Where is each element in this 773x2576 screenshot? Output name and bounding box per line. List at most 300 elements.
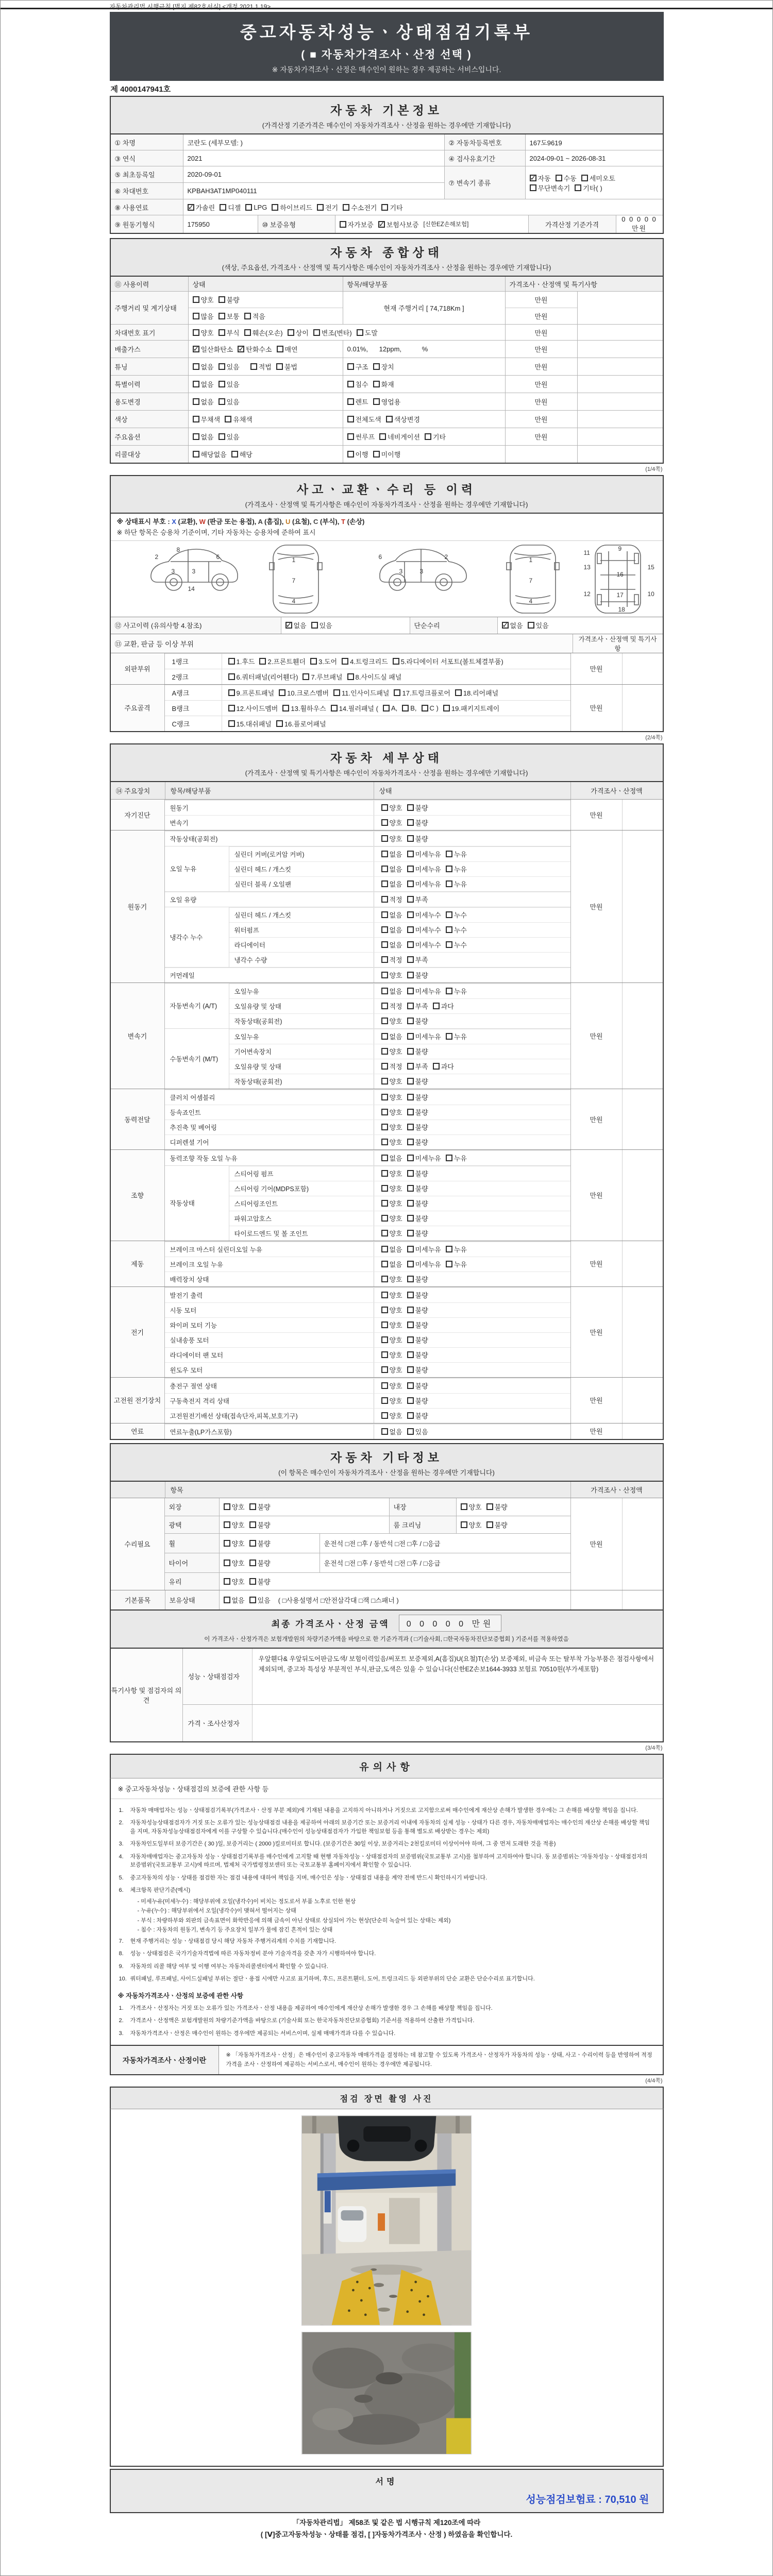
checkbox[interactable] xyxy=(219,329,225,336)
panel-number: 7 xyxy=(292,577,296,584)
checkbox[interactable] xyxy=(381,1094,388,1100)
checkbox[interactable] xyxy=(381,941,388,948)
status-option: 불량 xyxy=(407,1411,428,1420)
checkbox[interactable] xyxy=(407,1094,414,1100)
panel-option: 10.크로스멤버 xyxy=(279,688,329,698)
checkbox[interactable] xyxy=(407,1261,414,1267)
checkbox[interactable] xyxy=(373,398,380,405)
checkbox[interactable] xyxy=(407,1382,414,1389)
panel-option: 11.인사이드패널 xyxy=(333,688,389,698)
notes-cell xyxy=(622,653,663,684)
checkbox[interactable] xyxy=(244,313,251,319)
checkbox[interactable] xyxy=(446,1033,452,1040)
checkbox[interactable] xyxy=(446,851,452,857)
inspector-opinion: 우앞휀다& 우앞뒤도어판금도색/ 보험이력있음/써포트 보증제외,A(흠집)U(요철)T(손상) 보증제외, 비금속 또는 탈부착 가능부품은 점검사항에서 제외되며, 중고차 특성상 부분적인 부식,판금,도색은 있을 수 있습니다(신한EZ손보1644-3933 보험료 70510원(부가세포함) xyxy=(258,1655,654,1673)
checkbox[interactable] xyxy=(393,658,399,665)
checkbox[interactable] xyxy=(259,658,266,665)
checkbox[interactable] xyxy=(381,1261,388,1267)
status-option: 부족 xyxy=(407,1001,428,1011)
status-option: 미세누수 xyxy=(407,910,441,920)
notes-cell xyxy=(622,831,663,982)
checkbox[interactable] xyxy=(381,972,388,978)
checkbox[interactable] xyxy=(303,673,309,680)
checkbox[interactable] xyxy=(381,1155,388,1161)
checkbox[interactable] xyxy=(224,1560,230,1566)
checkbox[interactable] xyxy=(381,988,388,994)
status-options xyxy=(374,1151,570,1165)
status-options xyxy=(374,1318,570,1332)
checkbox[interactable] xyxy=(381,1366,388,1373)
checkbox[interactable] xyxy=(446,926,452,933)
checkbox[interactable] xyxy=(219,313,225,319)
checkbox[interactable] xyxy=(407,851,414,857)
detail-group-label: 작동상태 xyxy=(165,1166,229,1241)
checkbox[interactable] xyxy=(381,1170,388,1177)
detail-category: 원동기 xyxy=(111,831,165,982)
column-header: 항목 xyxy=(165,1482,570,1498)
checkbox[interactable] xyxy=(373,363,380,370)
checkbox[interactable] xyxy=(381,1321,388,1328)
panel-option: B, xyxy=(402,704,416,712)
checkbox[interactable] xyxy=(333,689,340,696)
checkbox[interactable] xyxy=(381,851,388,857)
checkbox[interactable] xyxy=(193,346,199,352)
checkbox[interactable] xyxy=(219,433,225,440)
status-option: 기타 xyxy=(425,432,446,442)
checkbox[interactable] xyxy=(310,658,317,665)
checkbox[interactable] xyxy=(250,363,257,370)
checkbox[interactable] xyxy=(381,1428,388,1435)
status-option: 양호 xyxy=(381,1396,402,1405)
checkbox[interactable] xyxy=(347,416,354,422)
checkbox[interactable] xyxy=(188,204,194,211)
checkbox[interactable] xyxy=(383,705,390,711)
checkbox[interactable] xyxy=(381,1382,388,1389)
checkbox[interactable] xyxy=(530,184,536,191)
checkbox[interactable] xyxy=(224,1503,230,1510)
checkbox[interactable] xyxy=(394,689,400,696)
checkbox[interactable] xyxy=(249,1578,256,1585)
checkbox[interactable] xyxy=(381,880,388,887)
checkbox[interactable] xyxy=(407,880,414,887)
checkbox[interactable] xyxy=(575,184,581,191)
status-options xyxy=(374,938,570,952)
checkbox[interactable] xyxy=(581,175,588,181)
checkbox[interactable] xyxy=(357,329,363,336)
checkbox[interactable] xyxy=(219,363,225,370)
notes-cell xyxy=(577,292,663,324)
checkbox[interactable] xyxy=(407,1139,414,1145)
checkbox[interactable] xyxy=(381,1351,388,1358)
checkbox[interactable] xyxy=(193,381,199,387)
item-cell xyxy=(343,428,505,445)
checkbox[interactable] xyxy=(381,1139,388,1145)
checkbox[interactable] xyxy=(407,1246,414,1252)
checkbox[interactable] xyxy=(407,1428,414,1435)
checkbox[interactable] xyxy=(407,988,414,994)
panel-option: C ) xyxy=(422,704,439,712)
detail-row xyxy=(165,1424,570,1439)
checkbox[interactable] xyxy=(443,705,450,711)
detail-row xyxy=(165,831,570,846)
status-option: 없음 xyxy=(381,1259,402,1269)
checkbox[interactable] xyxy=(347,381,354,387)
checkbox[interactable] xyxy=(407,1292,414,1298)
checkbox[interactable] xyxy=(381,1185,388,1192)
checkbox[interactable] xyxy=(407,956,414,963)
price-cell: 만원 xyxy=(570,685,622,731)
status-options xyxy=(374,1242,570,1257)
checkbox[interactable] xyxy=(407,1063,414,1070)
checkbox[interactable] xyxy=(381,1276,388,1282)
checkbox[interactable] xyxy=(228,658,235,665)
field-label: ⑦ 변속기 종류 xyxy=(444,166,525,199)
checkbox[interactable] xyxy=(407,1397,414,1404)
checkbox[interactable] xyxy=(407,926,414,933)
checkbox[interactable] xyxy=(342,658,348,665)
checkbox[interactable] xyxy=(288,329,294,336)
detail-section xyxy=(111,1286,663,1377)
item-name: 와이퍼 모터 기능 xyxy=(170,1321,217,1329)
checkbox[interactable] xyxy=(386,416,393,422)
checkbox[interactable] xyxy=(228,673,235,680)
price-cell xyxy=(505,446,577,463)
checkbox[interactable] xyxy=(407,1185,414,1192)
checkbox[interactable] xyxy=(224,1578,230,1585)
status-option: 불량 xyxy=(407,834,428,843)
checkbox[interactable] xyxy=(407,1078,414,1084)
status-option: 누유 xyxy=(446,986,467,996)
notes-cell xyxy=(622,1498,663,1590)
appraiser-opinion xyxy=(253,1705,663,1741)
checkbox[interactable] xyxy=(407,1109,414,1115)
status-option: 불량 xyxy=(407,1365,428,1375)
accident-table xyxy=(110,513,664,732)
checkbox[interactable] xyxy=(276,363,283,370)
checkbox[interactable] xyxy=(347,433,354,440)
row-label: 용도변경 xyxy=(111,393,188,410)
checkbox[interactable] xyxy=(407,804,414,811)
checkbox[interactable] xyxy=(249,1560,256,1566)
checkbox[interactable] xyxy=(228,689,235,696)
panel-number: 1 xyxy=(292,556,296,564)
checkbox[interactable] xyxy=(381,1003,388,1009)
checkbox[interactable] xyxy=(402,705,409,711)
checkbox[interactable] xyxy=(407,1003,414,1009)
checkbox[interactable] xyxy=(193,398,199,405)
checkbox[interactable] xyxy=(381,1230,388,1236)
checkbox[interactable] xyxy=(381,804,388,811)
status-options xyxy=(374,1303,570,1317)
status-option: 미세누유 xyxy=(407,986,441,996)
checkbox[interactable] xyxy=(220,204,226,211)
checkbox[interactable] xyxy=(381,866,388,872)
status-option: 불량 xyxy=(249,1502,271,1512)
checkbox[interactable] xyxy=(407,1307,414,1313)
checkbox[interactable] xyxy=(381,896,388,903)
checkbox[interactable] xyxy=(528,622,534,629)
status-options xyxy=(374,1014,570,1028)
status-option: 있음 xyxy=(219,432,240,442)
panel-number: 13 xyxy=(583,563,591,571)
infobox-title: 자동차가격조사ㆍ산정이란 xyxy=(111,2046,219,2074)
legend xyxy=(111,514,663,540)
column-header: 가격조사ㆍ산정액 xyxy=(570,1482,663,1498)
checkbox[interactable] xyxy=(422,705,428,711)
checkbox[interactable] xyxy=(486,1503,493,1510)
checkbox[interactable] xyxy=(433,1063,440,1070)
checkbox[interactable] xyxy=(238,346,244,352)
checkbox[interactable] xyxy=(407,972,414,978)
status-option: 적음 xyxy=(244,311,265,321)
checkbox[interactable] xyxy=(381,835,388,842)
transmission-option: 세미오토 xyxy=(581,173,615,183)
checkbox[interactable] xyxy=(407,1412,414,1419)
checkbox[interactable] xyxy=(347,673,354,680)
checkbox[interactable] xyxy=(407,896,414,903)
accident-header: 사고ㆍ교환ㆍ수리 등 이력 (가격조사ㆍ산정액 및 특기사항은 매수인이 자동차가격조사ㆍ산정을 원하는 경우에만 기재합니다) xyxy=(110,475,664,513)
status-options xyxy=(374,1348,570,1362)
checkbox[interactable] xyxy=(381,1200,388,1207)
row-label: 튜닝 xyxy=(111,358,188,375)
checkbox[interactable] xyxy=(347,398,354,405)
checkbox[interactable] xyxy=(193,296,199,303)
status-options xyxy=(374,923,570,937)
checkbox[interactable] xyxy=(407,1276,414,1282)
checkbox[interactable] xyxy=(455,689,462,696)
item-name: 동력조향 작동 오일 누유 xyxy=(170,1155,238,1162)
checkbox[interactable] xyxy=(381,1215,388,1222)
status-options xyxy=(374,1044,570,1059)
checkbox[interactable] xyxy=(407,1351,414,1358)
checkbox[interactable] xyxy=(381,1018,388,1024)
checkbox[interactable] xyxy=(379,433,386,440)
checkbox[interactable] xyxy=(224,1521,230,1528)
field-label: ⑤ 최초등록일 xyxy=(111,166,183,182)
checkbox[interactable] xyxy=(193,329,199,336)
status-option: 불량 xyxy=(407,1381,428,1391)
checkbox[interactable] xyxy=(224,1597,230,1603)
checkbox[interactable] xyxy=(461,1503,467,1510)
checkbox[interactable] xyxy=(317,204,324,211)
checkbox[interactable] xyxy=(381,911,388,918)
checkbox[interactable] xyxy=(282,705,289,711)
status-option: 있음 xyxy=(528,620,549,630)
checkbox[interactable] xyxy=(446,941,452,948)
checkbox[interactable] xyxy=(219,381,225,387)
checkbox[interactable] xyxy=(272,204,278,211)
checkbox[interactable] xyxy=(381,1397,388,1404)
checkbox[interactable] xyxy=(228,720,235,727)
checkbox[interactable] xyxy=(407,1215,414,1222)
status-option: 누수 xyxy=(446,925,467,935)
checkbox[interactable] xyxy=(381,1336,388,1343)
checkbox[interactable] xyxy=(407,1048,414,1055)
checkbox[interactable] xyxy=(381,1078,388,1084)
rank-row xyxy=(165,653,570,669)
status-option: 양호 xyxy=(193,328,214,337)
panel-option: 14.필러패널 ( xyxy=(331,703,378,713)
accident-history-label: ⑫ 사고이력 (유의사항 4.참조) xyxy=(111,617,281,634)
checkbox[interactable] xyxy=(228,705,235,711)
panel-number: 8 xyxy=(176,546,180,553)
detail-row xyxy=(229,1013,570,1028)
checkbox[interactable] xyxy=(193,416,199,422)
checkbox[interactable] xyxy=(193,433,199,440)
checkbox[interactable] xyxy=(193,313,199,319)
panel-number: 3 xyxy=(399,567,403,575)
checkbox[interactable] xyxy=(378,221,385,228)
checkbox[interactable] xyxy=(486,1521,493,1528)
checkbox[interactable] xyxy=(530,175,536,181)
checkbox[interactable] xyxy=(381,1246,388,1252)
checkbox[interactable] xyxy=(446,911,452,918)
checkbox[interactable] xyxy=(407,835,414,842)
detail-table xyxy=(110,781,664,1440)
checkbox[interactable] xyxy=(407,1230,414,1236)
checkbox[interactable] xyxy=(381,1063,388,1070)
checkbox[interactable] xyxy=(193,363,199,370)
checkbox[interactable] xyxy=(407,866,414,872)
field-label: ④ 검사유효기간 xyxy=(444,150,525,166)
checkbox[interactable] xyxy=(407,911,414,918)
checkbox[interactable] xyxy=(245,204,252,211)
item-name: 실내송풍 모터 xyxy=(170,1336,209,1344)
checkbox[interactable] xyxy=(407,1155,414,1161)
detail-category: 연료 xyxy=(111,1423,165,1439)
checkbox[interactable] xyxy=(381,956,388,963)
checkbox[interactable] xyxy=(381,1307,388,1313)
checkbox[interactable] xyxy=(407,1336,414,1343)
checkbox[interactable] xyxy=(407,1124,414,1130)
checkbox[interactable] xyxy=(231,451,238,457)
checkbox[interactable] xyxy=(381,1033,388,1040)
checkbox[interactable] xyxy=(277,346,283,352)
checkbox[interactable] xyxy=(446,1246,452,1252)
column-header: ⑭ 주요장치 xyxy=(115,787,150,795)
checkbox[interactable] xyxy=(381,1109,388,1115)
checkbox[interactable] xyxy=(224,1540,230,1547)
status-option: 누수 xyxy=(446,910,467,920)
checkbox[interactable] xyxy=(446,866,452,872)
panel-option: 3.도어 xyxy=(310,656,337,666)
warranty-option: 자가보증 xyxy=(340,219,374,229)
checkbox[interactable] xyxy=(313,329,320,336)
checkbox[interactable] xyxy=(381,1048,388,1055)
infobox-text: ※ 「자동차가격조사ㆍ산정」은 매수인이 중고자동차 매매가격을 결정하는 데 참고할 수 있도록 가격조사ㆍ산정자가 자동차의 성능ㆍ상태, 사고ㆍ수리이력 등을 반영하여 적정 가격을 조사ㆍ산정하여 제공하는 서비스로서, 매수인이 원하는 경우에만 제공됩니다. xyxy=(226,2052,652,2067)
checkbox[interactable] xyxy=(381,204,388,211)
checkbox[interactable] xyxy=(219,398,225,405)
status-option: 양호 xyxy=(381,1228,402,1238)
legend-segment: (흠집), xyxy=(262,518,285,526)
item-name: 실린더 헤드 / 개스킷 xyxy=(234,866,291,873)
checkbox[interactable] xyxy=(433,1003,440,1009)
status-option: 불량 xyxy=(407,1305,428,1315)
checkbox[interactable] xyxy=(446,988,452,994)
panel-option: A, xyxy=(383,704,397,712)
status-option: 누유 xyxy=(446,1031,467,1041)
notice-item: 2. 자동차성능상태점검자가 거짓 또는 오류가 있는 성능상태점검 내용을 제공하여 아래의 보증기간 또는 보증거리 이내에 자동차의 실제 성능ㆍ상태가 다른 경우, 자동차매매업자는 매수인의 재산상 손해를 배상할 책임을 지며, 자동차성능상태점검자에게 이를 구상할 수 있습니다.(매수인이 성능상태점검자가 가입한 책임보험 등을 통해 별도로 배상받는 경우는 제외) xyxy=(119,1820,650,1835)
checkbox[interactable] xyxy=(249,1540,256,1547)
checkbox[interactable] xyxy=(311,622,318,629)
checkbox[interactable] xyxy=(446,1261,452,1267)
panel-number: 10 xyxy=(647,590,654,598)
checkbox[interactable] xyxy=(331,705,338,711)
checkbox[interactable] xyxy=(446,1155,452,1161)
checkbox[interactable] xyxy=(225,416,231,422)
checkbox[interactable] xyxy=(425,433,431,440)
comprehensive-table xyxy=(110,276,664,464)
notice-item: 9. 자동차의 리콜 해당 여부 및 이행 여부는 자동차리콜센터에서 확인할 수 있습니다. xyxy=(119,1963,328,1970)
detail-group-label: 수동변속기 (M/T) xyxy=(165,1029,229,1089)
status-option: 있음 xyxy=(219,379,240,389)
checkbox[interactable] xyxy=(244,329,251,336)
checkbox[interactable] xyxy=(502,622,509,629)
price-cell: 만원 xyxy=(505,325,577,340)
checkbox[interactable] xyxy=(407,1033,414,1040)
checkbox[interactable] xyxy=(461,1521,467,1528)
detail-section xyxy=(111,982,663,1089)
panel-number: 7 xyxy=(529,577,533,584)
checkbox[interactable] xyxy=(347,363,354,370)
checkbox[interactable] xyxy=(446,880,452,887)
item-name: 오일누유 xyxy=(234,988,259,995)
checkbox[interactable] xyxy=(193,451,199,457)
checkbox[interactable] xyxy=(249,1503,256,1510)
checkbox[interactable] xyxy=(381,1292,388,1298)
checkbox[interactable] xyxy=(407,819,414,826)
checkbox[interactable] xyxy=(407,1366,414,1373)
checkbox[interactable] xyxy=(249,1521,256,1528)
checkbox[interactable] xyxy=(279,689,285,696)
status-option: 양호 xyxy=(461,1502,482,1512)
item-name: 구동축전지 격리 상태 xyxy=(170,1397,230,1405)
checkbox[interactable] xyxy=(407,1200,414,1207)
panel-number: 18 xyxy=(618,605,625,613)
checkbox[interactable] xyxy=(219,296,225,303)
checkbox[interactable] xyxy=(556,175,562,181)
checkbox[interactable] xyxy=(407,941,414,948)
checkbox[interactable] xyxy=(381,926,388,933)
detail-group xyxy=(165,846,570,891)
detail-group xyxy=(165,800,570,830)
checkbox[interactable] xyxy=(381,819,388,826)
checkbox[interactable] xyxy=(343,204,349,211)
checkbox[interactable] xyxy=(276,720,283,727)
status-options xyxy=(374,1226,570,1241)
detail-row xyxy=(229,984,570,998)
status-option: 양호 xyxy=(381,1198,402,1208)
checkbox[interactable] xyxy=(340,221,346,228)
status-option: 미세누유 xyxy=(407,1153,441,1163)
status-option: 매연 xyxy=(277,344,298,354)
panel-number: 15 xyxy=(647,563,654,571)
checkbox[interactable] xyxy=(407,1018,414,1024)
checkbox[interactable] xyxy=(381,1124,388,1130)
checkbox[interactable] xyxy=(381,1412,388,1419)
detail-row xyxy=(165,1134,570,1149)
checkbox[interactable] xyxy=(373,451,380,457)
checkbox[interactable] xyxy=(347,451,354,457)
notices-subtitle: ※ 중고자동차성능ㆍ상태점검의 보증에 관한 사항 등 xyxy=(111,1778,663,1799)
checkbox[interactable] xyxy=(373,381,380,387)
status-option: 네비게이션 xyxy=(379,432,420,442)
checkbox[interactable] xyxy=(407,1170,414,1177)
checkbox[interactable] xyxy=(407,1321,414,1328)
checkbox[interactable] xyxy=(249,1597,256,1603)
car-diagram-svg xyxy=(111,541,665,617)
checkbox[interactable] xyxy=(285,622,292,629)
